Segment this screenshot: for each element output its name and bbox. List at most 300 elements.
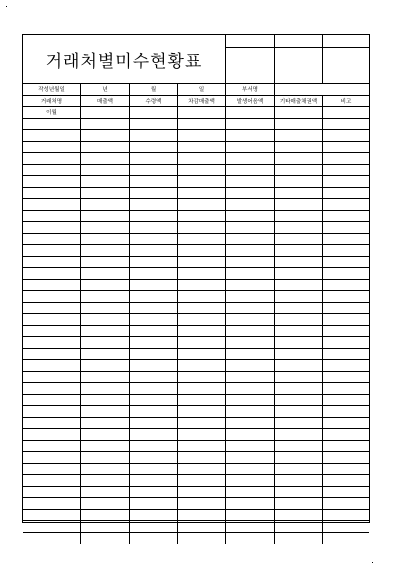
table-cell[interactable] — [322, 268, 369, 279]
table-cell[interactable] — [177, 452, 225, 463]
table-row — [23, 498, 369, 510]
table-cell[interactable] — [225, 337, 274, 348]
table-cell[interactable] — [322, 372, 369, 383]
table-cell[interactable] — [225, 142, 274, 153]
table-cell[interactable] — [23, 360, 80, 371]
table-cell[interactable] — [177, 326, 225, 337]
table-cell[interactable] — [225, 360, 274, 371]
table-cell[interactable] — [274, 153, 322, 164]
table-cell[interactable] — [23, 441, 80, 452]
table-cell[interactable] — [225, 222, 274, 233]
table-cell[interactable] — [177, 234, 225, 245]
table-cell[interactable] — [80, 360, 129, 371]
table-cell[interactable] — [274, 429, 322, 440]
table-cell[interactable] — [23, 418, 80, 429]
table-cell[interactable] — [225, 383, 274, 394]
table-cell[interactable] — [129, 464, 177, 475]
table-cell[interactable] — [23, 510, 80, 521]
table-cell[interactable] — [80, 418, 129, 429]
table-cell[interactable] — [322, 176, 369, 187]
table-cell[interactable] — [225, 199, 274, 210]
table-cell[interactable] — [177, 107, 225, 118]
table-cell[interactable] — [274, 211, 322, 222]
table-cell[interactable] — [80, 372, 129, 383]
table-cell[interactable] — [80, 257, 129, 268]
table-cell[interactable] — [322, 487, 369, 498]
table-cell[interactable] — [177, 268, 225, 279]
table-cell[interactable] — [177, 142, 225, 153]
table-cell[interactable] — [274, 257, 322, 268]
table-cell[interactable] — [129, 211, 177, 222]
table-cell[interactable] — [274, 487, 322, 498]
table-cell[interactable] — [274, 280, 322, 291]
day-label: 일 — [177, 84, 225, 95]
table-cell[interactable] — [129, 372, 177, 383]
table-cell[interactable] — [80, 222, 129, 233]
table-cell[interactable] — [274, 314, 322, 325]
table-cell[interactable] — [177, 245, 225, 256]
table-cell[interactable] — [225, 257, 274, 268]
table-cell[interactable] — [23, 153, 80, 164]
table-cell[interactable] — [274, 406, 322, 417]
table-cell[interactable] — [322, 326, 369, 337]
table-cell[interactable] — [322, 188, 369, 199]
table-cell[interactable] — [274, 349, 322, 360]
table-cell[interactable] — [23, 176, 80, 187]
table-cell[interactable] — [129, 441, 177, 452]
table-cell[interactable] — [23, 291, 80, 302]
table-cell[interactable] — [225, 188, 274, 199]
table-cell[interactable] — [80, 303, 129, 314]
table-cell[interactable] — [129, 303, 177, 314]
table-cell[interactable] — [225, 418, 274, 429]
table-cell[interactable] — [80, 234, 129, 245]
table-cell[interactable] — [322, 510, 369, 521]
table-cell[interactable] — [129, 498, 177, 509]
table-cell[interactable] — [322, 429, 369, 440]
table-cell[interactable] — [225, 153, 274, 164]
table-cell[interactable] — [225, 475, 274, 486]
table-cell[interactable] — [322, 211, 369, 222]
table-cell[interactable] — [80, 487, 129, 498]
table-cell[interactable] — [23, 464, 80, 475]
table-cell[interactable] — [80, 337, 129, 348]
table-cell[interactable] — [23, 349, 80, 360]
table-cell[interactable] — [177, 418, 225, 429]
table-cell[interactable] — [225, 349, 274, 360]
table-cell[interactable] — [129, 107, 177, 118]
table-cell[interactable] — [274, 291, 322, 302]
table-row — [23, 165, 369, 177]
table-cell[interactable] — [129, 165, 177, 176]
table-cell[interactable] — [129, 234, 177, 245]
table-row — [23, 349, 369, 361]
table-row — [23, 395, 369, 407]
table-cell[interactable] — [322, 337, 369, 348]
table-row — [23, 291, 369, 303]
table-cell[interactable] — [322, 521, 369, 532]
approval-cell[interactable] — [225, 35, 274, 48]
table-cell[interactable] — [322, 406, 369, 417]
table-cell[interactable] — [225, 395, 274, 406]
dept-value[interactable] — [274, 84, 369, 95]
table-cell[interactable] — [274, 119, 322, 130]
approval-box — [225, 35, 370, 83]
table-cell[interactable] — [177, 360, 225, 371]
table-cell[interactable] — [129, 326, 177, 337]
table-cell[interactable] — [129, 153, 177, 164]
table-cell[interactable] — [322, 130, 369, 141]
table-cell[interactable] — [23, 257, 80, 268]
table-cell[interactable] — [225, 119, 274, 130]
table-cell[interactable] — [177, 487, 225, 498]
table-cell[interactable] — [274, 510, 322, 521]
table-cell[interactable] — [80, 291, 129, 302]
table-cell[interactable] — [274, 441, 322, 452]
table-cell[interactable] — [225, 176, 274, 187]
table-cell[interactable] — [274, 533, 322, 545]
table-cell[interactable] — [322, 199, 369, 210]
table-cell[interactable] — [23, 498, 80, 509]
table-cell[interactable] — [322, 234, 369, 245]
table-cell[interactable] — [322, 441, 369, 452]
table-cell[interactable] — [177, 429, 225, 440]
table-cell[interactable] — [274, 464, 322, 475]
table-cell[interactable] — [177, 395, 225, 406]
table-cell[interactable] — [322, 165, 369, 176]
table-cell[interactable] — [23, 406, 80, 417]
table-cell[interactable] — [274, 418, 322, 429]
column-header: 차감매출액 — [177, 96, 225, 107]
table-cell[interactable] — [80, 188, 129, 199]
table-row — [23, 429, 369, 441]
table-cell[interactable] — [322, 418, 369, 429]
table-cell[interactable] — [322, 245, 369, 256]
table-cell[interactable] — [177, 199, 225, 210]
table-cell[interactable] — [274, 199, 322, 210]
table-cell[interactable] — [322, 142, 369, 153]
table-cell[interactable] — [322, 107, 369, 118]
table-row — [23, 487, 369, 499]
table-cell[interactable] — [80, 280, 129, 291]
table-row — [23, 130, 369, 142]
table-cell[interactable] — [225, 165, 274, 176]
table-cell[interactable] — [322, 291, 369, 302]
table-cell[interactable] — [129, 176, 177, 187]
table-cell[interactable] — [177, 406, 225, 417]
table-cell[interactable] — [322, 464, 369, 475]
table-cell[interactable] — [225, 314, 274, 325]
table-cell[interactable] — [23, 188, 80, 199]
table-cell[interactable] — [80, 498, 129, 509]
table-cell[interactable] — [177, 291, 225, 302]
table-cell[interactable] — [129, 487, 177, 498]
table-cell[interactable] — [129, 452, 177, 463]
table-cell[interactable] — [225, 498, 274, 509]
table-cell[interactable] — [177, 464, 225, 475]
table-cell[interactable] — [129, 510, 177, 521]
table-cell[interactable] — [129, 199, 177, 210]
approval-cell[interactable] — [322, 35, 370, 48]
table-cell[interactable] — [177, 533, 225, 545]
table-cell[interactable] — [322, 360, 369, 371]
table-cell[interactable] — [23, 383, 80, 394]
table-row — [23, 441, 369, 453]
table-cell[interactable] — [322, 119, 369, 130]
table-cell[interactable] — [225, 211, 274, 222]
table-cell[interactable] — [129, 383, 177, 394]
table-cell[interactable] — [177, 130, 225, 141]
column-header: 수령액 — [129, 96, 177, 107]
column-header: 기타매출채권액 — [274, 96, 322, 107]
table-cell[interactable] — [225, 245, 274, 256]
table-cell[interactable] — [129, 395, 177, 406]
table-cell[interactable] — [274, 188, 322, 199]
table-cell[interactable] — [23, 533, 80, 545]
table-cell[interactable] — [274, 222, 322, 233]
table-cell[interactable] — [80, 533, 129, 545]
table-cell[interactable] — [23, 487, 80, 498]
table-cell[interactable] — [80, 314, 129, 325]
table-cell[interactable] — [225, 291, 274, 302]
table-row — [23, 245, 369, 257]
table-cell[interactable] — [225, 533, 274, 545]
table-cell[interactable] — [177, 521, 225, 532]
table-cell[interactable] — [23, 475, 80, 486]
table-cell[interactable] — [80, 268, 129, 279]
table-row — [23, 268, 369, 280]
table-cell[interactable] — [23, 268, 80, 279]
table-cell[interactable] — [23, 211, 80, 222]
table-cell[interactable] — [177, 257, 225, 268]
table-cell[interactable] — [177, 176, 225, 187]
table-cell[interactable] — [225, 406, 274, 417]
table-cell[interactable] — [129, 521, 177, 532]
table-cell[interactable] — [80, 510, 129, 521]
table-cell[interactable] — [225, 303, 274, 314]
table-cell[interactable] — [177, 303, 225, 314]
table-cell[interactable] — [274, 234, 322, 245]
table-cell[interactable] — [129, 349, 177, 360]
table-cell[interactable] — [322, 349, 369, 360]
table-cell[interactable] — [274, 268, 322, 279]
table-cell[interactable] — [225, 130, 274, 141]
table-cell[interactable] — [274, 245, 322, 256]
table-cell[interactable] — [80, 130, 129, 141]
table-cell[interactable] — [177, 441, 225, 452]
approval-sign-cell[interactable] — [225, 48, 274, 83]
info-row — [23, 84, 369, 96]
table-cell[interactable] — [177, 119, 225, 130]
table-cell[interactable] — [80, 395, 129, 406]
table-cell[interactable] — [129, 429, 177, 440]
table-cell[interactable] — [225, 441, 274, 452]
table-cell[interactable] — [23, 337, 80, 348]
table-cell[interactable] — [129, 142, 177, 153]
table-cell[interactable] — [80, 107, 129, 118]
table-cell[interactable] — [322, 303, 369, 314]
table-cell[interactable] — [322, 533, 369, 545]
table-cell[interactable] — [129, 360, 177, 371]
table-cell[interactable] — [274, 165, 322, 176]
table-cell[interactable] — [129, 406, 177, 417]
table-cell[interactable] — [23, 303, 80, 314]
table-cell[interactable] — [322, 395, 369, 406]
table-cell[interactable] — [225, 326, 274, 337]
table-row — [23, 199, 369, 211]
table-cell[interactable] — [274, 176, 322, 187]
table-cell[interactable] — [80, 429, 129, 440]
table-cell[interactable] — [23, 165, 80, 176]
table-cell[interactable] — [129, 222, 177, 233]
table-cell[interactable] — [23, 245, 80, 256]
table-cell[interactable] — [80, 142, 129, 153]
table-cell[interactable] — [23, 326, 80, 337]
approval-sign-cell[interactable] — [274, 48, 322, 83]
table-cell[interactable] — [80, 383, 129, 394]
table-cell[interactable] — [225, 464, 274, 475]
table-cell[interactable] — [129, 314, 177, 325]
table-cell[interactable] — [23, 429, 80, 440]
table-cell[interactable] — [80, 464, 129, 475]
table-cell[interactable] — [23, 314, 80, 325]
approval-cell[interactable] — [274, 35, 322, 48]
table-cell[interactable] — [274, 303, 322, 314]
table-cell[interactable] — [80, 165, 129, 176]
table-cell[interactable] — [80, 211, 129, 222]
table-row — [23, 464, 369, 476]
table-cell[interactable] — [177, 349, 225, 360]
table-cell[interactable] — [80, 406, 129, 417]
table-cell[interactable] — [177, 222, 225, 233]
table-cell[interactable] — [80, 349, 129, 360]
table-cell[interactable] — [23, 280, 80, 291]
table-cell[interactable] — [225, 372, 274, 383]
table-cell[interactable] — [23, 234, 80, 245]
table-cell[interactable] — [129, 533, 177, 545]
table-cell[interactable] — [274, 498, 322, 509]
table-row — [23, 314, 369, 326]
table-cell[interactable] — [177, 165, 225, 176]
approval-sign-cell[interactable] — [322, 48, 370, 83]
table-cell[interactable] — [274, 395, 322, 406]
table-cell[interactable] — [80, 475, 129, 486]
table-cell[interactable] — [177, 314, 225, 325]
table-cell[interactable] — [129, 188, 177, 199]
table-cell[interactable] — [80, 176, 129, 187]
table-cell[interactable] — [274, 107, 322, 118]
table-cell[interactable] — [274, 326, 322, 337]
table-cell[interactable] — [129, 268, 177, 279]
table-cell[interactable] — [177, 337, 225, 348]
table-cell[interactable] — [23, 372, 80, 383]
table-cell[interactable] — [177, 153, 225, 164]
table-cell[interactable] — [129, 119, 177, 130]
table-cell[interactable] — [177, 280, 225, 291]
table-cell[interactable] — [322, 475, 369, 486]
table-cell[interactable] — [80, 199, 129, 210]
table-cell[interactable] — [225, 280, 274, 291]
table-cell[interactable] — [129, 337, 177, 348]
table-cell[interactable] — [177, 211, 225, 222]
table-cell[interactable] — [225, 487, 274, 498]
table-cell[interactable] — [129, 475, 177, 486]
carryover-label: 이월 — [46, 110, 57, 117]
table-cell[interactable] — [23, 452, 80, 463]
table-cell[interactable] — [274, 383, 322, 394]
table-cell[interactable] — [322, 383, 369, 394]
table-cell[interactable] — [322, 222, 369, 233]
table-cell[interactable] — [274, 475, 322, 486]
table-cell[interactable] — [177, 188, 225, 199]
table-cell[interactable] — [23, 199, 80, 210]
table-cell[interactable] — [129, 291, 177, 302]
table-cell[interactable] — [274, 337, 322, 348]
table-cell[interactable] — [23, 395, 80, 406]
table-cell[interactable] — [177, 498, 225, 509]
table-cell[interactable] — [225, 521, 274, 532]
table-cell[interactable] — [274, 142, 322, 153]
table-cell[interactable] — [322, 280, 369, 291]
table-row — [23, 383, 369, 395]
table-cell[interactable] — [129, 418, 177, 429]
table-cell[interactable] — [177, 475, 225, 486]
table-cell[interactable] — [129, 245, 177, 256]
table-cell[interactable] — [23, 222, 80, 233]
table-cell[interactable] — [225, 234, 274, 245]
table-cell[interactable] — [322, 452, 369, 463]
table-cell[interactable] — [80, 119, 129, 130]
table-cell[interactable] — [177, 372, 225, 383]
table-cell[interactable] — [80, 153, 129, 164]
table-cell[interactable] — [225, 452, 274, 463]
table-cell[interactable] — [23, 521, 80, 532]
corner-dot-bottom — [372, 562, 373, 563]
table-row — [23, 303, 369, 315]
table-cell[interactable] — [225, 510, 274, 521]
table-cell[interactable] — [80, 441, 129, 452]
table-cell[interactable] — [177, 383, 225, 394]
table-cell[interactable] — [23, 130, 80, 141]
table-cell[interactable] — [274, 521, 322, 532]
table-cell[interactable] — [274, 130, 322, 141]
table-cell[interactable] — [23, 119, 80, 130]
table-cell[interactable] — [225, 107, 274, 118]
table-cell[interactable] — [322, 153, 369, 164]
table-cell[interactable] — [225, 268, 274, 279]
table-cell[interactable] — [322, 257, 369, 268]
table-cell[interactable] — [80, 521, 129, 532]
table-row — [23, 257, 369, 269]
table-cell[interactable] — [274, 452, 322, 463]
table-cell[interactable] — [80, 245, 129, 256]
table-cell[interactable] — [322, 314, 369, 325]
table-cell[interactable] — [225, 429, 274, 440]
table-cell[interactable] — [322, 498, 369, 509]
table-cell[interactable] — [129, 257, 177, 268]
table-cell[interactable] — [177, 510, 225, 521]
table-cell[interactable] — [23, 142, 80, 153]
table-cell[interactable] — [80, 452, 129, 463]
table-cell[interactable] — [129, 280, 177, 291]
table-cell[interactable] — [80, 326, 129, 337]
table-row — [23, 452, 369, 464]
table-cell[interactable] — [129, 130, 177, 141]
table-cell[interactable] — [274, 360, 322, 371]
table-cell[interactable] — [274, 372, 322, 383]
form-title: 거래처별미수현황표 — [45, 51, 203, 72]
table-row — [23, 418, 369, 430]
